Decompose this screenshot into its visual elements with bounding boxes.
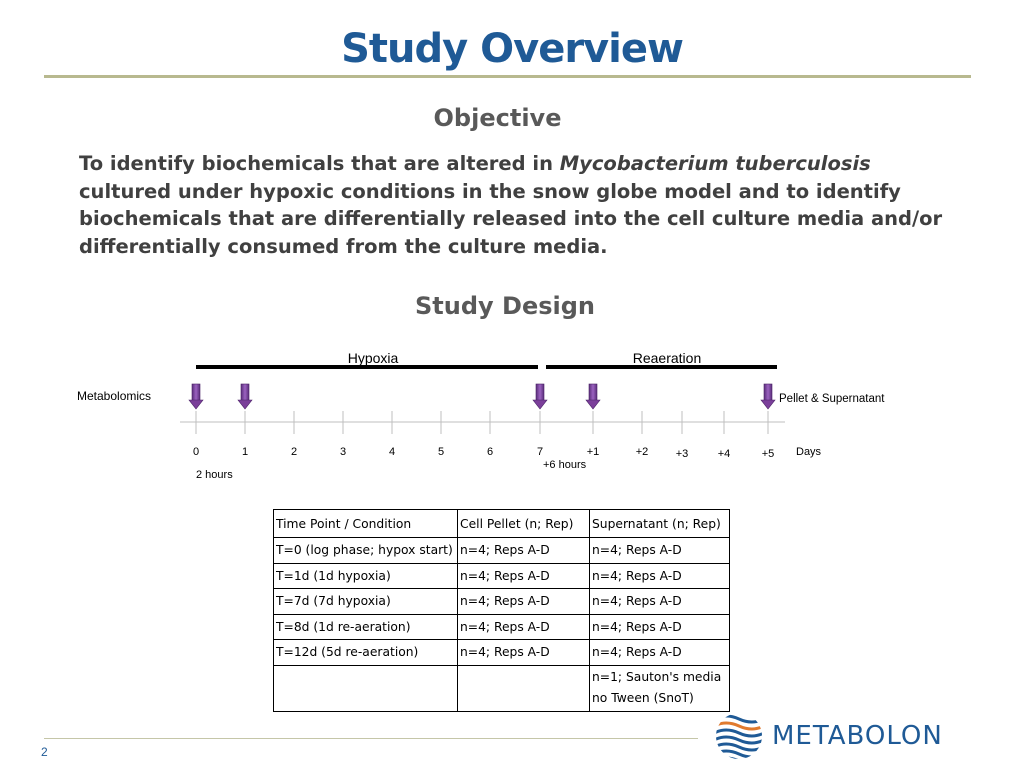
timeline-tick-label: +1 [586, 446, 600, 458]
timeline-tick-label: +5 [761, 448, 775, 460]
organism-name: Mycobacterium tuberculosis [559, 152, 871, 175]
table-row [274, 563, 730, 589]
sample-arrow-icon [586, 384, 600, 409]
page-number: 2 [41, 745, 48, 759]
sample-design-table [273, 509, 730, 712]
column-header-time-point: Time Point / Condition [274, 510, 458, 538]
days-label: Days [796, 446, 822, 458]
time-point-cell: T=7d (7d hypoxia) [274, 589, 458, 615]
timeline-tick-label: 1 [241, 446, 249, 458]
objective-text [79, 150, 949, 260]
metabolon-wordmark: METABOLON [772, 721, 943, 751]
title-divider [44, 75, 971, 78]
column-header-cell-pellet: Cell Pellet (n; Rep) [458, 510, 590, 538]
objective-text-part-1: To identify biochemicals that are altered in [79, 152, 560, 175]
objective-heading: Objective [433, 104, 562, 132]
supernatant-cell: n=4; Reps A-D [590, 640, 730, 666]
six-hours-note: +6 hours [543, 459, 587, 471]
time-point-cell: T=8d (1d re-aeration) [274, 614, 458, 640]
supernatant-cell: n=4; Reps A-D [590, 538, 730, 564]
footer-divider [44, 738, 698, 739]
cell-pellet-cell: n=4; Reps A-D [458, 589, 590, 615]
cell-pellet-cell: n=4; Reps A-D [458, 640, 590, 666]
table-header-row [274, 510, 730, 538]
sample-arrows [189, 384, 775, 409]
table-row [274, 538, 730, 564]
timeline-tick-label: +3 [675, 448, 689, 460]
timeline-tick-label: 6 [486, 446, 494, 458]
metabolon-globe-icon [714, 711, 764, 761]
supernatant-cell: n=4; Reps A-D [590, 563, 730, 589]
time-point-cell [274, 665, 458, 711]
cell-pellet-cell: n=4; Reps A-D [458, 538, 590, 564]
time-point-cell: T=0 (log phase; hypox start) [274, 538, 458, 564]
supernatant-cell: n=4; Reps A-D [590, 589, 730, 615]
slide-title: Study Overview [341, 26, 683, 72]
timeline-tick-label: 5 [437, 446, 445, 458]
two-hours-note: 2 hours [196, 469, 233, 481]
timeline-tick-label: 3 [339, 446, 347, 458]
sample-arrow-icon [533, 384, 547, 409]
time-point-cell: T=12d (5d re-aeration) [274, 640, 458, 666]
cell-pellet-cell: n=4; Reps A-D [458, 563, 590, 589]
timeline-tick-label: 7 [536, 446, 544, 458]
objective-text-part-2: cultured under hypoxic conditions in the snow globe model and to identify biochemicals that are differentially released into the cell culture media and/or differentially consumed from the culture media. [79, 179, 943, 258]
table-row [274, 614, 730, 640]
table-row [274, 665, 730, 711]
timeline-tick-label: 4 [388, 446, 396, 458]
metabolomics-label: Metabolomics [77, 389, 152, 403]
timeline-tick-label: +2 [635, 446, 649, 458]
sample-arrow-icon [189, 384, 203, 409]
hypoxia-label: Hypoxia [347, 350, 399, 366]
supernatant-cell: n=4; Reps A-D [590, 614, 730, 640]
supernatant-cell: n=1; Sauton's media no Tween (SnoT) [590, 665, 730, 711]
reaeration-label: Reaeration [632, 350, 702, 366]
table-row [274, 640, 730, 666]
pellet-supernatant-label: Pellet & Supernatant [779, 393, 885, 405]
timeline-ticks [193, 411, 774, 460]
metabolon-logo [714, 711, 974, 761]
cell-pellet-cell: n=4; Reps A-D [458, 614, 590, 640]
timeline-tick-label: 2 [290, 446, 298, 458]
sample-arrow-icon [761, 384, 775, 409]
timeline-tick-label: 0 [192, 446, 200, 458]
sample-arrow-icon [238, 384, 252, 409]
timeline-tick-label: +4 [717, 448, 731, 460]
cell-pellet-cell [458, 665, 590, 711]
column-header-supernatant: Supernatant (n; Rep) [590, 510, 730, 538]
study-design-heading: Study Design [415, 292, 595, 320]
time-point-cell: T=1d (1d hypoxia) [274, 563, 458, 589]
table-row [274, 589, 730, 615]
